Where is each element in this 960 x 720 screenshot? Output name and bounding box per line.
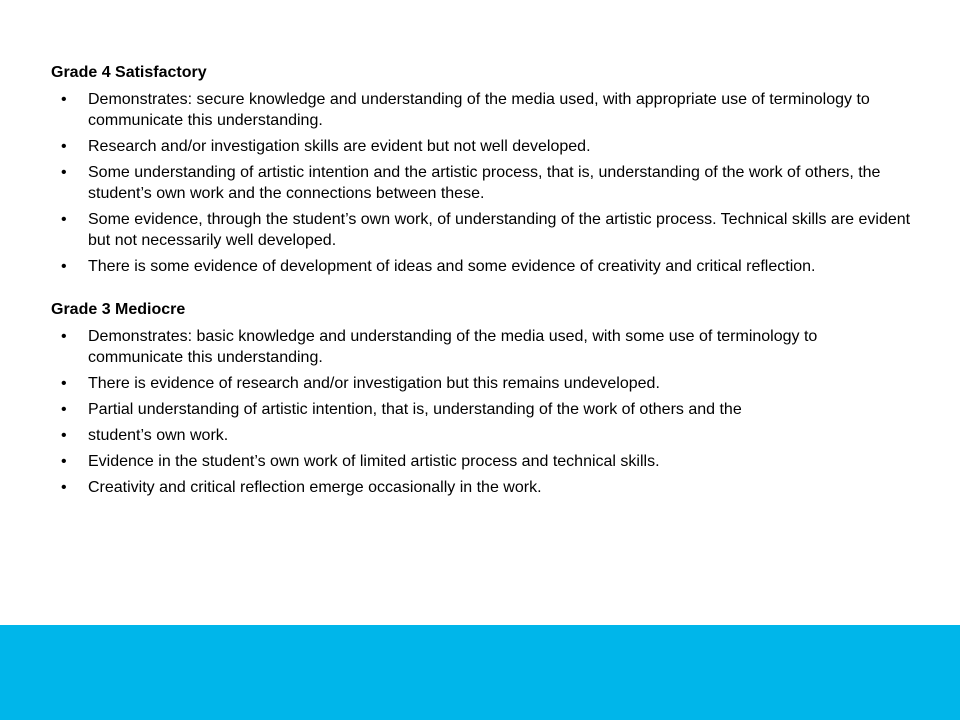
criterion-text: Demonstrates: basic knowledge and understanding of the media used, with some use of terminology to communicate this understanding.	[88, 328, 818, 366]
list-item	[51, 399, 911, 420]
list-item	[51, 477, 911, 498]
list-item	[51, 425, 911, 446]
criterion-text: Creativity and critical reflection emerge occasionally in the work.	[88, 479, 542, 496]
slide-content	[51, 62, 911, 503]
criterion-text: There is some evidence of development of ideas and some evidence of creativity and critical reflection.	[88, 258, 816, 275]
list-item	[51, 451, 911, 472]
bullet-icon: •	[61, 453, 67, 470]
bullet-icon: •	[61, 91, 67, 108]
criterion-text: There is evidence of research and/or investigation but this remains undeveloped.	[88, 375, 660, 392]
bullet-icon: •	[61, 138, 67, 155]
list-item	[51, 89, 911, 131]
list-item	[51, 326, 911, 368]
criterion-text: Research and/or investigation skills are evident but not well developed.	[88, 138, 591, 155]
bullet-icon: •	[61, 427, 67, 444]
criterion-text: Partial understanding of artistic intention, that is, understanding of the work of others and the	[88, 401, 742, 418]
bullet-icon: •	[61, 479, 67, 496]
bullet-icon: •	[61, 328, 67, 345]
criterion-text: student’s own work.	[88, 427, 229, 444]
criterion-text: Some understanding of artistic intention and the artistic process, that is, understanding of the work of others, the student’s own work and the connections between these.	[88, 164, 881, 202]
bullet-icon: •	[61, 211, 67, 228]
grade-4-heading: Grade 4 Satisfactory	[51, 64, 207, 81]
list-item	[51, 209, 911, 251]
list-item	[51, 136, 911, 157]
bullet-icon: •	[61, 375, 67, 392]
grade-3-section	[51, 299, 911, 498]
criterion-text: Some evidence, through the student’s own work, of understanding of the artistic process. Technical skills are evident but not necessarily well developed.	[88, 211, 911, 249]
grade-4-section	[51, 62, 911, 277]
criterion-text: Demonstrates: secure knowledge and understanding of the media used, with appropriate use of terminology to communicate this understanding.	[88, 91, 870, 129]
footer-color-band	[0, 625, 960, 720]
bullet-icon: •	[61, 401, 67, 418]
list-item	[51, 373, 911, 394]
grade-4-criteria-list	[51, 89, 911, 277]
bullet-icon: •	[61, 258, 67, 275]
list-item	[51, 256, 911, 277]
grade-3-heading: Grade 3 Mediocre	[51, 301, 186, 318]
grade-3-criteria-list	[51, 326, 911, 498]
criterion-text: Evidence in the student’s own work of limited artistic process and technical skills.	[88, 453, 660, 470]
bullet-icon: •	[61, 164, 67, 181]
list-item	[51, 162, 911, 204]
